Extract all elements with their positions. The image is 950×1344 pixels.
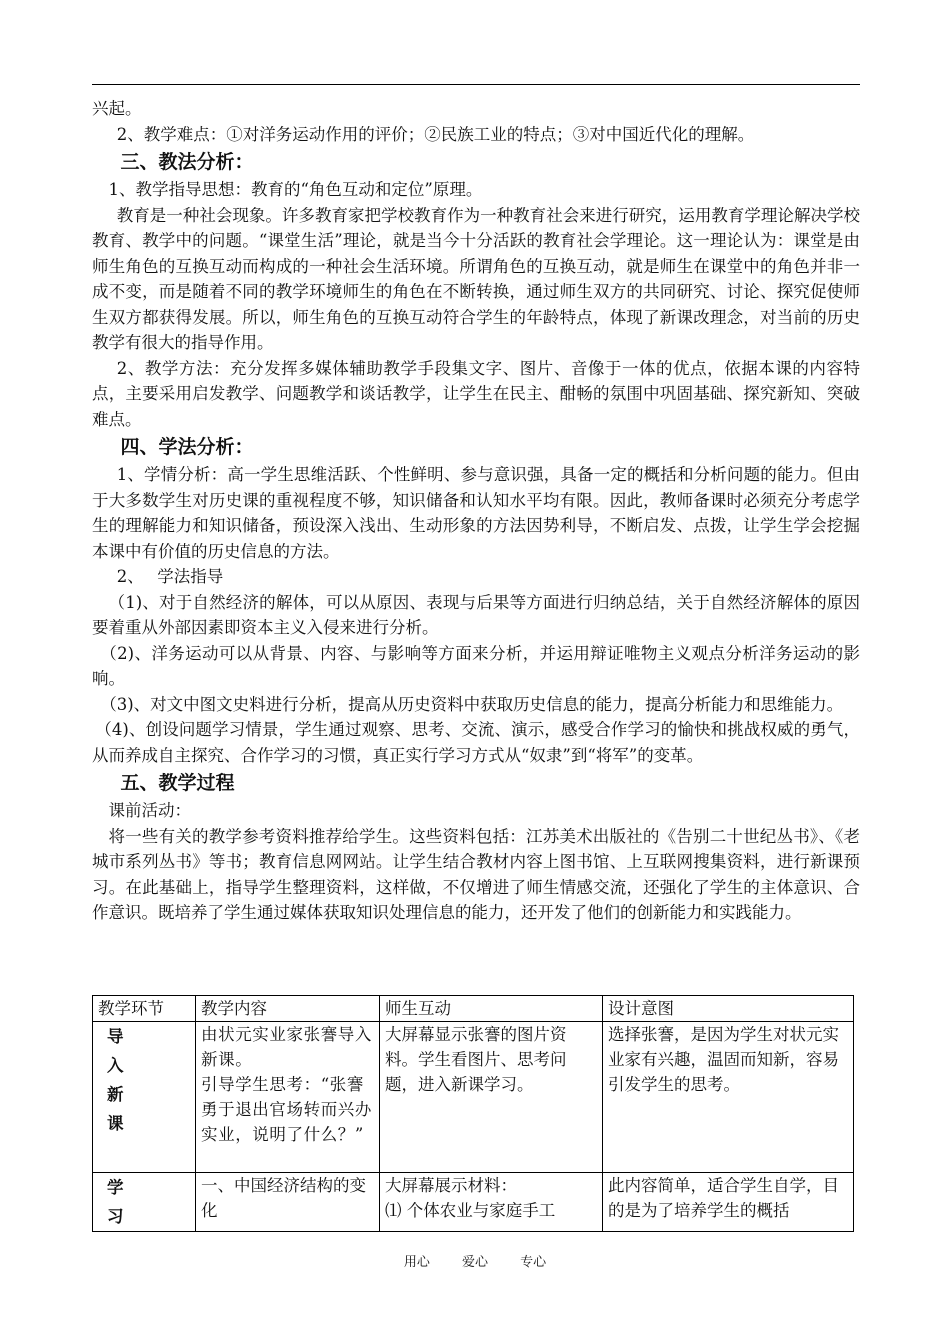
lesson-table: [92, 995, 854, 1232]
interaction-cell: 大屏幕显示张謇的图片资料。学生看图片、思考问题，进入新课学习。: [380, 1022, 603, 1173]
sec3-paragraph: 教育是一种社会现象。许多教育家把学校教育作为一种教育社会来进行研究，运用教育学理论解决学校教育、教学中的问题。“课堂生活”理论，就是当今十分活跃的教育社会学理论。这一理论认为：课堂是由师生角色的互换互动而构成的一种社会生活环境。所谓角色的互换互动，就是师生在课堂中的角色并非一成不变，而是随着不同的教学环境师生的角色在不断转换，通过师生双方的共同研究、讨论、探究促使师生双方都获得发展。所以，师生角色的互换互动符合学生的年龄特点，体现了新课改理念，对当前的历史教学有很大的指导作用。: [92, 205, 860, 352]
section-3-title: 三、教法分析：: [120, 151, 254, 173]
section-5-title: 五、教学过程: [120, 772, 235, 794]
document-body: [92, 96, 860, 926]
sec5-paragraph: 将一些有关的教学参考资料推荐给学生。这些资料包括：江苏美术出版社的《告别二十世纪丛书》、《老城市系列丛书》等书；教育信息网网站。让学生结合教材内容上图书馆、上互联网搜集资料，进行新课预习。在此基础上，指导学生整理资料，这样做，不仅增进了师生情感交流，还强化了学生的主体意识、合作意识。既培养了学生通过媒体获取知识处理信息的能力，还开发了他们的创新能力和实践能力。: [92, 826, 860, 922]
sec4-item-1: （1)、对于自然经济的解体，可以从原因、表现与后果等方面进行归纳总结，关于自然经济解体的原因要着重从外部因素即资本主义入侵来进行分析。: [92, 592, 860, 637]
sec4-item-4: （4)、创设问题学习情景，学生通过观察、思考、交流、演示，感受合作学习的愉快和挑战权威的勇气，从而养成自主探究、合作学习的习惯，真正实行学习方式从“奴隶”到“将军”的变革。: [92, 720, 860, 765]
table-header-row: [93, 996, 854, 1022]
sec4-learner-analysis: 1、学情分析：高一学生思维活跃、个性鲜明、参与意识强，具备一定的概括和分析问题的能力。但由于大多数学生对历史课的重视程度不够，知识储备和认知水平均有限。因此，教师备课时必须充分考虑学生的理解能力和知识储备，预设深入浅出、生动形象的方法因势利导，不断启发、点拨，让学生学会挖掘本课中有价值的历史信息的方法。: [92, 465, 860, 561]
table-header-cell: 师生互动: [380, 996, 603, 1022]
sec4-method-guide: 2、 学法指导: [116, 567, 224, 586]
interaction-cell: 大屏幕展示材料： ⑴ 个体农业与家庭手工: [380, 1173, 603, 1232]
continued-text: 兴起。: [92, 99, 142, 118]
stage-char: 导: [107, 1027, 124, 1046]
stage-char: 新: [107, 1085, 124, 1104]
table-header-cell: 教学内容: [196, 996, 380, 1022]
table-header-cell: 设计意图: [603, 996, 854, 1022]
stage-char: 入: [107, 1056, 124, 1075]
page-footer: [0, 1251, 950, 1270]
sec5-pre-class: 课前活动：: [108, 801, 191, 820]
sec4-item-2: （2)、洋务运动可以从背景、内容、与影响等方面来分析，并运用辩证唯物主义观点分析洋务运动的影响。: [92, 643, 860, 688]
teaching-difficulty: 2、教学难点：①对洋务运动作用的评价；②民族工业的特点；③对中国近代化的理解。: [116, 124, 755, 144]
stage-char: 学: [107, 1178, 124, 1197]
stage-cell: [93, 1022, 196, 1173]
sec3-guiding-thought: 1、教学指导思想：教育的“角色互动和定位”原理。: [108, 180, 483, 199]
footer-text: 爱心: [461, 1255, 488, 1270]
footer-text: 用心: [403, 1255, 430, 1270]
section-4-title: 四、学法分析：: [120, 436, 254, 458]
stage-cell: [93, 1173, 196, 1232]
sec3-teaching-method: 2、教学方法：充分发挥多媒体辅助教学手段集文字、图片、音像于一体的优点，依据本课的内容特点，主要采用启发教学、问题教学和谈话教学，让学生在民主、酣畅的氛围中巩固基础、探究新知、突破难点。: [92, 358, 860, 429]
header-rule: [92, 84, 860, 85]
intent-cell: 选择张謇，是因为学生对状元实业家有兴趣，温固而知新，容易引发学生的思考。: [603, 1022, 854, 1173]
content-cell: 一、中国经济结构的变化: [196, 1173, 380, 1232]
sec4-item-3: （3)、对文中图文史料进行分析，提高从历史资料中获取历史信息的能力，提高分析能力和思维能力。: [100, 694, 844, 714]
content-cell: 由状元实业家张謇导入新课。 引导学生思考：“张謇勇于退出官场转而兴办实业，说明了什么？”: [196, 1022, 380, 1173]
table-header-cell: 教学环节: [93, 996, 196, 1022]
table-row: [93, 1022, 854, 1173]
footer-text: 专心: [520, 1255, 547, 1270]
intent-cell: 此内容简单，适合学生自学，目的是为了培养学生的概括: [603, 1173, 854, 1232]
stage-char: 课: [107, 1114, 124, 1133]
stage-char: 习: [107, 1207, 124, 1226]
table-row: [93, 1173, 854, 1232]
